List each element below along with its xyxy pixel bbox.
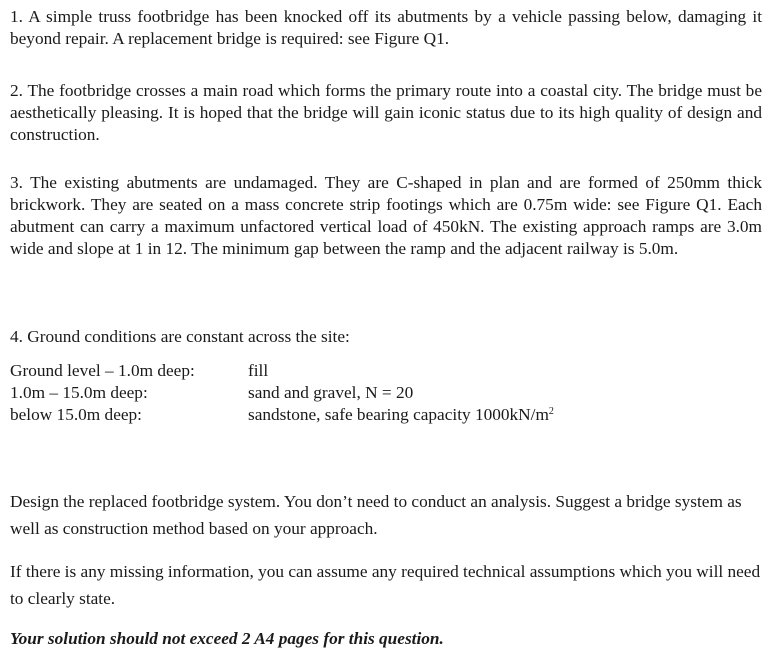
ground-depth: below 15.0m deep:: [10, 405, 142, 424]
ground-condition-row: [10, 360, 554, 382]
ground-condition-row: [10, 382, 554, 404]
ground-material: sand and gravel, N = 20: [248, 383, 414, 402]
ground-depth: Ground level – 1.0m deep:: [10, 361, 195, 380]
ground-material-cell: [248, 404, 554, 426]
ground-depth: 1.0m – 15.0m deep:: [10, 383, 148, 402]
question-paragraph-3: 3. The existing abutments are undamaged. They are C-shaped in plan and are formed of 250mm thick brickwork. They are seated on a mass concrete strip footings which are 0.75m wide: see Figure Q1. Each abutment can carry a maximum unfactored vertical load of 450kN. The existing approach ramps are 3.0m wide and slope at 1 in 12. The minimum gap between the ramp and the adjacent railway is 5.0m.: [10, 173, 762, 258]
question-paragraph-1: 1. A simple truss footbridge has been knocked off its abutments by a vehicle passing below, damaging it beyond repair. A replacement bridge is required: see Figure Q1.: [10, 7, 762, 48]
assumption-instruction: If there is any missing information, you can assume any required technical assumptions which you will need to clearly state.: [10, 562, 761, 608]
question-paragraph-4: 4. Ground conditions are constant across the site:: [10, 327, 350, 346]
design-instruction: Design the replaced footbridge system. You don’t need to conduct an analysis. Suggest a bridge system as well as construction method based on your approach.: [10, 492, 742, 538]
ground-material: fill: [248, 361, 269, 380]
unit-superscript: 2: [548, 406, 554, 417]
page-limit-note: Your solution should not exceed 2 A4 pages for this question.: [10, 629, 444, 648]
ground-material: sandstone, safe bearing capacity 1000kN/m: [248, 405, 549, 424]
question-paragraph-2: 2. The footbridge crosses a main road which forms the primary route into a coastal city. The bridge must be aesthetically pleasing. It is hoped that the bridge will gain iconic status due to its high quality of design and construction.: [10, 81, 762, 144]
ground-condition-row: [10, 404, 554, 426]
ground-conditions-table: [10, 360, 554, 426]
